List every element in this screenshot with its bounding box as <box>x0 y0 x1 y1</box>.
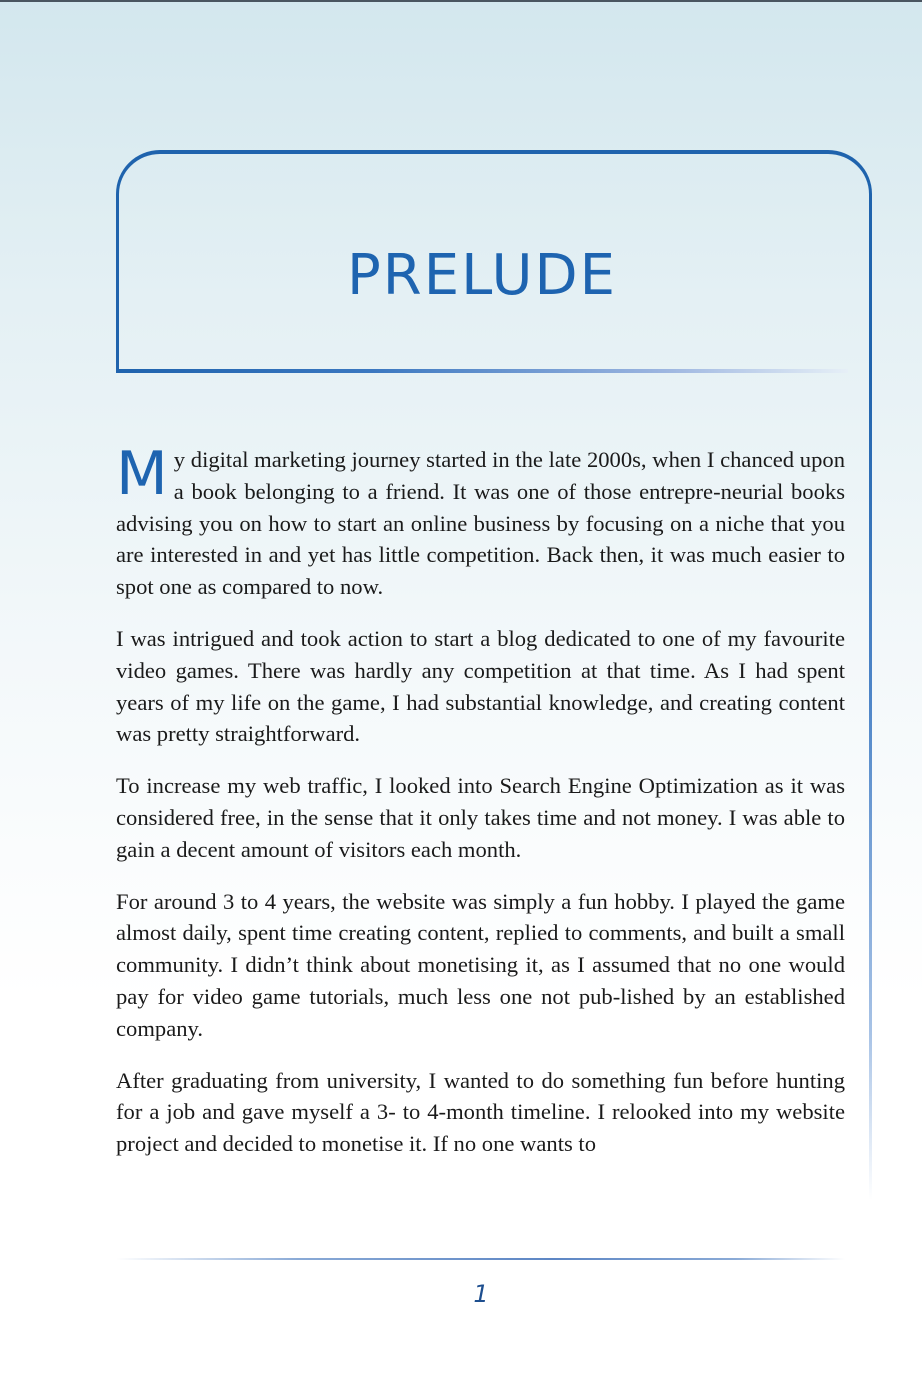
paragraph-2: I was intrigued and took action to start a blog dedicated to one of my favourite video games. There was hardly any competition at that time. As I had spent years of my life on the game, I had substantial knowledge, and creating content was pretty straightforward. <box>116 625 845 747</box>
chapter-title: PRELUDE <box>347 243 617 308</box>
paragraph-1 <box>116 439 845 603</box>
page-top-border <box>0 0 922 2</box>
title-underline-rule <box>116 369 848 373</box>
page-number: 1 <box>473 1280 489 1308</box>
drop-cap: M <box>116 439 168 509</box>
paragraph-5: After graduating from university, I wanted to do something fun before hunting for a job and gave myself a 3- to 4-month timeline. I relooked into my website project and decided to monetise it. If no one wants to <box>116 1067 845 1157</box>
footer-rule <box>116 1258 845 1260</box>
paragraph-3: To increase my web traffic, I looked into Search Engine Optimization as it was considered free, in the sense that it only takes time and not money. I was able to gain a decent amount of visitors each month. <box>116 773 845 862</box>
frame-right-edge <box>869 370 872 1200</box>
body-text <box>116 439 845 1180</box>
paragraph-1-text: y digital marketing journey started in the late 2000s, when I chanced upon a book belonging to a friend. It was one of those entrepre-neurial books advising you on how to start an online business by focusing on a niche that you are interested in and yet has little competition. Back then, it was much easier to spot one as compared to now. <box>116 447 845 600</box>
paragraph-4: For around 3 to 4 years, the website was simply a fun hobby. I played the game almost daily, spent time creating content, replied to comments, and built a small community. I didn’t think about monetising it, as I assumed that no one would pay for video game tutorials, much less one not pub-lished by an established company. <box>116 888 845 1041</box>
